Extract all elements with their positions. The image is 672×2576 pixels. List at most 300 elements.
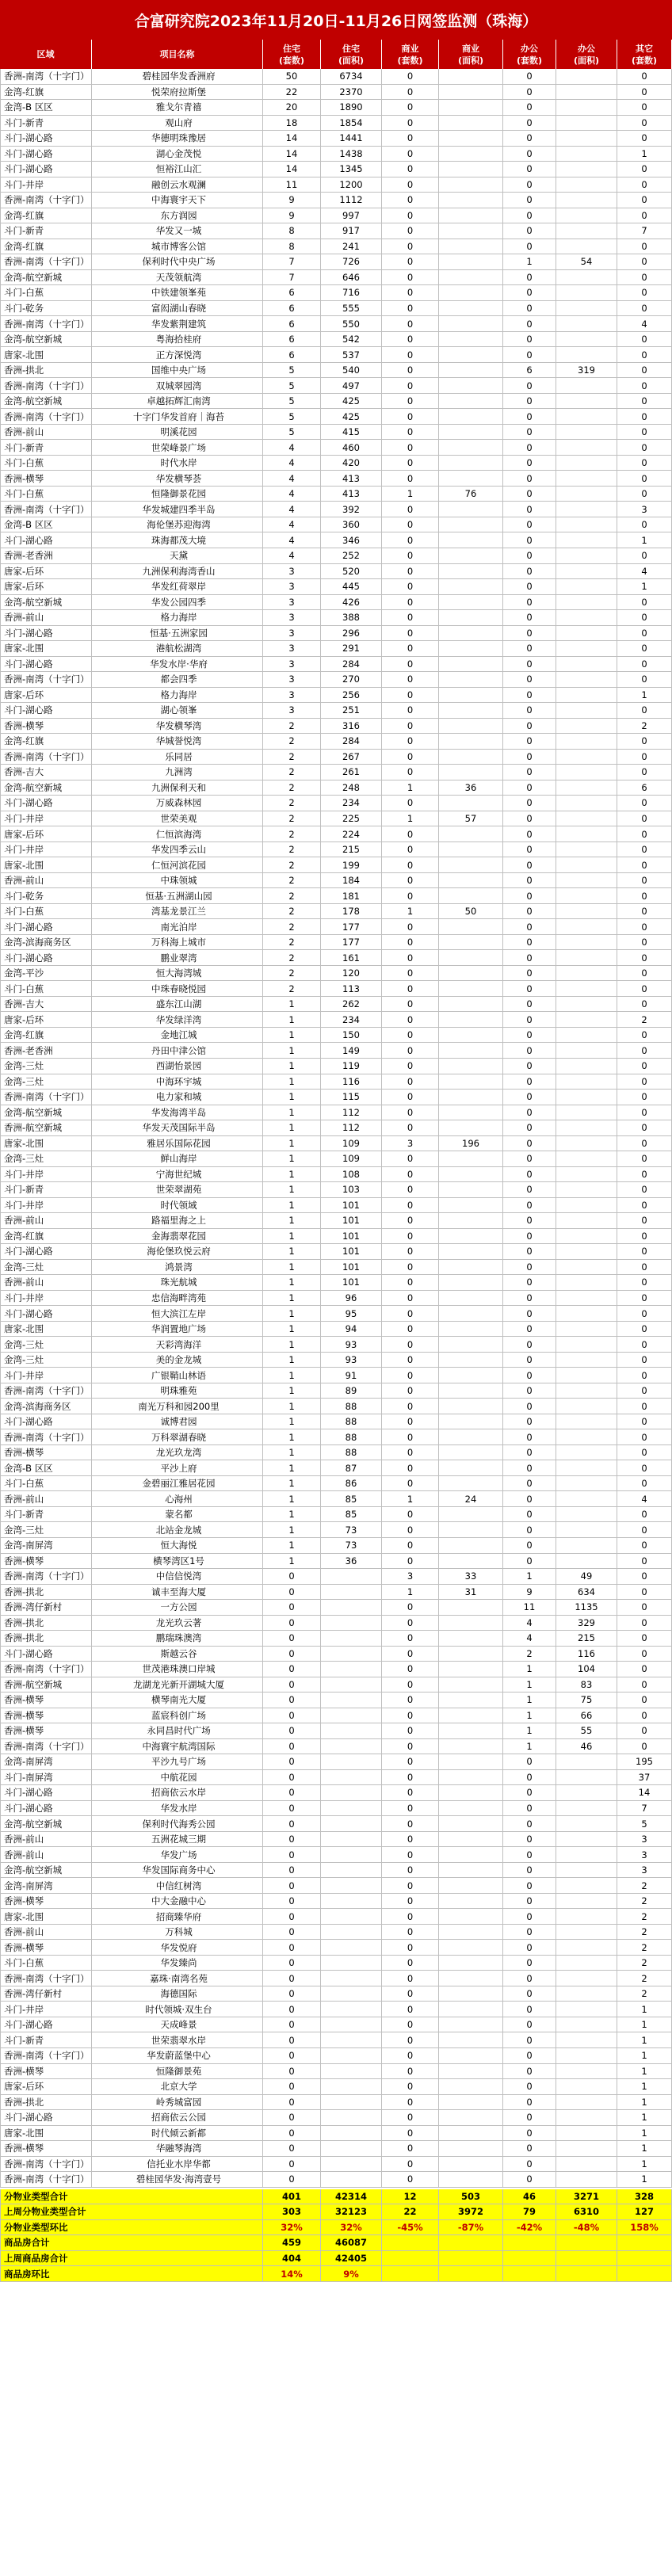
table-row [0,347,672,363]
cell-com-units: 0 [382,672,439,687]
cell-other-units: 1 [617,2172,672,2187]
cell-com-units: 1 [382,487,439,502]
cell-com-units: 0 [382,1940,439,1955]
cell-office-units: 0 [503,548,556,563]
table-row [0,193,672,208]
cell-project: 世荣翠湖苑 [92,1182,263,1197]
cell-other-units: 0 [617,239,672,254]
cell-other-units: 0 [617,162,672,177]
cell-project: 一方公园 [92,1600,263,1615]
table-row [0,1956,672,1971]
cell-office-units: 4 [503,1616,556,1631]
cell-office-area [556,1476,617,1491]
cell-office-units: 0 [503,1074,556,1090]
cell-office-units: 0 [503,750,556,765]
cell-com-units: 0 [382,919,439,934]
cell-office-area [556,1291,617,1306]
cell-res-units: 0 [263,1723,321,1738]
cell-region: 香洲-老香洲 [0,548,92,563]
cell-res-units: 1 [263,1244,321,1259]
cell-res-area: 177 [321,935,382,950]
cell-com-units: 0 [382,223,439,239]
cell-region: 斗门-井岸 [0,1167,92,1182]
cell-res-units: 0 [263,1940,321,1955]
table-row [0,1198,672,1214]
cell-res-area: 252 [321,548,382,563]
cell-office-units: 0 [503,301,556,316]
summary-com-area [439,2266,503,2281]
table-row [0,1337,672,1353]
cell-office-units: 0 [503,440,556,455]
cell-res-area: 6734 [321,69,382,84]
cell-region: 香洲-吉大 [0,997,92,1012]
cell-office-units: 0 [503,1878,556,1893]
cell-project: 华发广场 [92,1847,263,1862]
table-row [0,1368,672,1383]
summary-res-area: 42314 [321,2189,382,2204]
cell-office-area [556,1229,617,1244]
cell-other-units: 0 [617,966,672,981]
cell-office-area [556,1878,617,1893]
cell-com-area [439,162,503,177]
cell-com-units: 0 [382,857,439,872]
cell-res-area: 96 [321,1291,382,1306]
cell-project: 时代水岸 [92,456,263,471]
cell-other-units: 0 [617,610,672,625]
cell-res-units: 0 [263,1585,321,1600]
cell-res-units: 0 [263,1832,321,1847]
cell-com-units: 0 [382,1353,439,1368]
cell-com-area [439,1291,503,1306]
cell-com-units: 1 [382,1585,439,1600]
cell-com-area [439,1306,503,1321]
cell-res-area [321,1909,382,1924]
cell-region: 金湾-红旗 [0,239,92,254]
cell-office-units: 0 [503,487,556,502]
cell-res-area: 316 [321,719,382,734]
cell-other-units: 0 [617,1399,672,1414]
cell-com-units: 0 [382,981,439,996]
cell-com-units: 1 [382,904,439,919]
table-row [0,1986,672,2002]
table-row [0,997,672,1013]
cell-office-units: 0 [503,471,556,486]
cell-com-area: 50 [439,904,503,919]
cell-res-area: 425 [321,409,382,424]
cell-res-units: 3 [263,672,321,687]
cell-res-units: 18 [263,116,321,131]
cell-other-units: 37 [617,1770,672,1785]
cell-other-units: 0 [617,193,672,208]
table-row [0,1136,672,1152]
cell-office-area [556,177,617,193]
cell-project: 天彩湾海洋 [92,1337,263,1352]
cell-res-units: 8 [263,223,321,239]
cell-res-area: 460 [321,440,382,455]
cell-com-area [439,1229,503,1244]
cell-com-units: 0 [382,1956,439,1971]
cell-project: 万科海上城市 [92,935,263,950]
cell-res-units: 1 [263,1554,321,1569]
cell-other-units: 1 [617,2141,672,2156]
cell-project: 万威森林园 [92,796,263,811]
cell-res-area [321,2048,382,2063]
cell-res-area: 1854 [321,116,382,131]
cell-com-area [439,394,503,409]
cell-res-units: 2 [263,811,321,826]
cell-com-units: 0 [382,1847,439,1862]
cell-other-units: 0 [617,857,672,872]
cell-com-units: 0 [382,394,439,409]
cell-project: 华发红荷翠岸 [92,579,263,594]
cell-res-area: 161 [321,950,382,965]
summary-office-units: 46 [503,2189,556,2204]
table-row [0,2002,672,2017]
table-row [0,548,672,564]
cell-com-units: 0 [382,1429,439,1444]
cell-res-area [321,1832,382,1847]
cell-com-units: 0 [382,2172,439,2187]
cell-office-area [556,997,617,1012]
cell-res-units: 1 [263,1538,321,1553]
cell-res-units: 0 [263,1909,321,1924]
cell-region: 金湾-滨海商务区 [0,1399,92,1414]
table-row [0,2095,672,2111]
cell-region: 香洲-老香洲 [0,1043,92,1058]
cell-other-units: 0 [617,1182,672,1197]
cell-region: 香洲-拱北 [0,1616,92,1631]
cell-region: 香洲-南湾（十字门） [0,1090,92,1105]
cell-project: 华发悦府 [92,1940,263,1955]
cell-com-units: 0 [382,1229,439,1244]
cell-res-area: 234 [321,1012,382,1027]
cell-com-area [439,1600,503,1615]
cell-project: 乐同居 [92,750,263,765]
cell-other-units: 0 [617,285,672,300]
cell-office-area [556,2110,617,2125]
cell-region: 斗门-湖心路 [0,1244,92,1259]
cell-office-units: 0 [503,2141,556,2156]
cell-other-units: 0 [617,1229,672,1244]
cell-com-area [439,1275,503,1290]
cell-office-area [556,780,617,796]
cell-office-units: 0 [503,935,556,950]
cell-com-area [439,1708,503,1723]
cell-com-area [439,1043,503,1058]
cell-office-area [556,1012,617,1027]
cell-other-units: 0 [617,935,672,950]
cell-office-area [556,1986,617,2002]
cell-project: 南光泊岸 [92,919,263,934]
cell-office-area [556,2141,617,2156]
cell-res-units: 22 [263,85,321,100]
cell-com-area [439,1538,503,1553]
cell-com-units: 0 [382,997,439,1012]
cell-region: 香洲-前山 [0,425,92,440]
cell-region: 唐家-北围 [0,857,92,872]
cell-office-area [556,765,617,780]
cell-other-units: 0 [617,487,672,502]
table-row [0,1028,672,1044]
cell-office-units: 0 [503,1491,556,1506]
cell-com-area [439,950,503,965]
cell-res-area: 120 [321,966,382,981]
cell-com-area [439,626,503,641]
cell-office-area [556,1260,617,1275]
cell-com-area [439,1368,503,1383]
cell-region: 金湾-航空新城 [0,1863,92,1878]
cell-region: 金湾-三灶 [0,1074,92,1090]
cell-res-units: 0 [263,1600,321,1615]
cell-res-area: 1112 [321,193,382,208]
cell-region: 香洲-拱北 [0,2095,92,2110]
cell-region: 唐家-后环 [0,2079,92,2094]
cell-other-units: 0 [617,1383,672,1399]
cell-com-units: 0 [382,285,439,300]
cell-com-area [439,2095,503,2110]
cell-office-area [556,147,617,162]
cell-other-units: 0 [617,1368,672,1383]
cell-com-area [439,69,503,84]
cell-office-units: 0 [503,966,556,981]
cell-other-units: 4 [617,1491,672,1506]
cell-com-area [439,579,503,594]
cell-com-area [439,270,503,285]
cell-office-area [556,826,617,841]
cell-com-units: 0 [382,1337,439,1352]
cell-region: 唐家-后环 [0,688,92,703]
table-row [0,532,672,548]
cell-office-units: 2 [503,1647,556,1662]
cell-res-units: 2 [263,981,321,996]
cell-office-units: 0 [503,641,556,656]
table-row [0,1894,672,1910]
cell-project: 恒大海悦 [92,1538,263,1553]
cell-other-units: 0 [617,1151,672,1166]
cell-com-units: 0 [382,826,439,841]
table-row [0,796,672,811]
cell-office-area [556,888,617,903]
cell-res-area: 1890 [321,100,382,115]
cell-com-area [439,301,503,316]
cell-region: 斗门-白蕉 [0,487,92,502]
cell-office-units: 0 [503,1476,556,1491]
cell-res-area: 177 [321,919,382,934]
table-row [0,734,672,750]
cell-office-units: 0 [503,564,556,579]
cell-res-area: 91 [321,1368,382,1383]
cell-com-area [439,1074,503,1090]
cell-other-units: 0 [617,85,672,100]
cell-com-units: 1 [382,1491,439,1506]
table-row [0,1213,672,1229]
cell-office-units: 0 [503,100,556,115]
cell-project: 横琴南光大厦 [92,1693,263,1708]
cell-project: 湖心领峯 [92,703,263,718]
cell-region: 斗门-湖心路 [0,131,92,146]
cell-office-units: 0 [503,950,556,965]
cell-project: 龙光玖云著 [92,1616,263,1631]
cell-project: 龙湖龙光新开湖城大厦 [92,1677,263,1693]
cell-res-units: 1 [263,1507,321,1522]
cell-res-area [321,2141,382,2156]
cell-res-units: 3 [263,688,321,703]
cell-res-area [321,1647,382,1662]
cell-res-units: 1 [263,1120,321,1135]
cell-office-area [556,750,617,765]
cell-res-units: 3 [263,641,321,656]
cell-office-area: 55 [556,1723,617,1738]
cell-res-units: 9 [263,208,321,223]
cell-other-units: 0 [617,1028,672,1043]
cell-region: 斗门-白蕉 [0,1476,92,1491]
cell-other-units: 14 [617,1785,672,1800]
table-row [0,857,672,873]
table-row [0,842,672,858]
cell-com-units: 0 [382,2002,439,2017]
cell-com-units: 0 [382,1151,439,1166]
cell-office-area: 104 [556,1662,617,1677]
table-row [0,564,672,580]
cell-res-area: 267 [321,750,382,765]
cell-com-units: 0 [382,162,439,177]
cell-com-units: 0 [382,1522,439,1537]
cell-project: 华发横琴湾 [92,719,263,734]
cell-office-area [556,2017,617,2032]
cell-office-units: 0 [503,1460,556,1475]
cell-other-units: 1 [617,147,672,162]
summary-label: 商品房环比 [0,2266,263,2281]
cell-office-area [556,796,617,811]
cell-res-area: 199 [321,857,382,872]
cell-office-units: 0 [503,1368,556,1383]
table-row [0,1785,672,1801]
table-row [0,517,672,533]
cell-project: 西湖怡景园 [92,1059,263,1074]
cell-com-area [439,1476,503,1491]
cell-res-area: 425 [321,394,382,409]
cell-com-area [439,997,503,1012]
cell-office-area: 49 [556,1569,617,1584]
cell-com-units: 0 [382,548,439,563]
cell-office-area: 66 [556,1708,617,1723]
cell-project: 保利时代海秀公园 [92,1816,263,1831]
cell-office-units: 0 [503,193,556,208]
cell-office-units: 0 [503,1399,556,1414]
cell-other-units: 0 [617,1198,672,1213]
cell-com-units: 0 [382,1554,439,1569]
cell-region: 香洲-前山 [0,1832,92,1847]
cell-other-units: 0 [617,1353,672,1368]
table-row [0,1090,672,1105]
cell-res-area [321,1878,382,1893]
table-row [0,904,672,920]
cell-com-area [439,440,503,455]
cell-other-units: 2 [617,1956,672,1971]
cell-region: 斗门-湖心路 [0,626,92,641]
cell-res-units: 1 [263,1353,321,1368]
cell-res-area: 88 [321,1445,382,1460]
summary-label: 商品房合计 [0,2235,263,2250]
cell-region: 香洲-南湾（十字门） [0,1383,92,1399]
cell-com-units: 0 [382,517,439,532]
cell-project: 中海寰宇天下 [92,193,263,208]
summary-res-area: 42405 [321,2251,382,2266]
cell-com-area [439,223,503,239]
cell-office-units: 0 [503,826,556,841]
cell-project: 中信信悦湾 [92,1569,263,1584]
cell-office-area [556,394,617,409]
cell-res-units: 7 [263,270,321,285]
cell-office-units: 0 [503,734,556,749]
cell-res-area: 248 [321,780,382,796]
cell-res-units: 2 [263,750,321,765]
cell-com-area [439,966,503,981]
cell-project: 观山府 [92,116,263,131]
cell-res-units: 0 [263,2110,321,2125]
cell-res-area: 726 [321,254,382,269]
cell-other-units: 1 [617,2157,672,2172]
cell-com-units: 0 [382,1322,439,1337]
table-row [0,1925,672,1941]
table-row [0,2017,672,2033]
cell-res-area: 270 [321,672,382,687]
cell-office-area: 54 [556,254,617,269]
cell-office-units: 1 [503,254,556,269]
table-row [0,1059,672,1074]
cell-project: 珠海都茂大境 [92,532,263,548]
cell-res-units: 0 [263,1693,321,1708]
cell-region: 唐家-北围 [0,1909,92,1924]
cell-res-area [321,1940,382,1955]
table-row [0,301,672,317]
cell-com-units: 0 [382,1971,439,1986]
cell-com-area [439,1028,503,1043]
cell-region: 金湾-三灶 [0,1260,92,1275]
cell-project: 华发城建四季半岛 [92,502,263,517]
cell-com-units: 0 [382,935,439,950]
cell-res-area: 520 [321,564,382,579]
cell-region: 香洲-横琴 [0,1445,92,1460]
cell-res-units: 6 [263,347,321,362]
cell-res-area: 646 [321,270,382,285]
cell-project: 华城誉悦湾 [92,734,263,749]
summary-res-units: 401 [263,2189,321,2204]
cell-project: 碧桂园华发香洲府 [92,69,263,84]
cell-project: 雅戈尔青禧 [92,100,263,115]
cell-com-units: 0 [382,1120,439,1135]
cell-project: 时代领域 [92,1198,263,1213]
table-row [0,1043,672,1059]
cell-res-area: 115 [321,1090,382,1105]
cell-office-units: 0 [503,1909,556,1924]
cell-region: 香洲-前山 [0,1213,92,1228]
cell-project: 港航松湖湾 [92,641,263,656]
cell-office-units: 0 [503,1120,556,1135]
cell-res-units: 1 [263,997,321,1012]
table-row [0,919,672,935]
cell-res-units: 0 [263,1971,321,1986]
cell-com-area [439,239,503,254]
cell-com-units: 0 [382,1074,439,1090]
summary-res-units: 404 [263,2251,321,2266]
table-row [0,1275,672,1291]
cell-office-units: 1 [503,1739,556,1754]
cell-other-units: 0 [617,1213,672,1228]
cell-com-area [439,316,503,331]
cell-other-units: 0 [617,1105,672,1120]
cell-res-units: 1 [263,1105,321,1120]
